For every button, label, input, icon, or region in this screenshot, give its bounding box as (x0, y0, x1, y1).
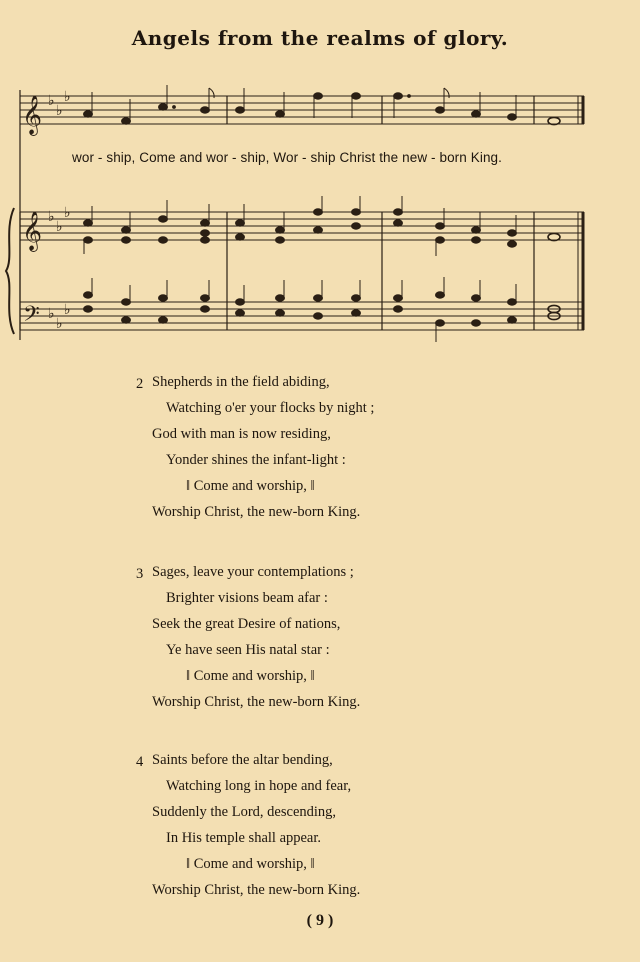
melody-staff (20, 96, 584, 124)
verse-line: ‖ Come and worship, ‖ (186, 856, 315, 872)
verse-number: 3 (136, 566, 144, 582)
svg-text:♭: ♭ (56, 219, 63, 235)
verse-line: Watching long in hope and fear, (166, 778, 352, 794)
verse-line: Seek the great Desire of nations, (152, 616, 341, 632)
treble-staff (20, 212, 584, 240)
svg-text:♭: ♭ (56, 103, 63, 119)
svg-text:♭: ♭ (64, 89, 71, 105)
bass-clef-icon: 𝄢 (23, 302, 40, 332)
svg-text:♭: ♭ (48, 306, 55, 322)
svg-text:♭: ♭ (56, 316, 63, 332)
verse-number: 4 (136, 754, 144, 770)
verse-line: In His temple shall appear. (166, 830, 322, 846)
verse-line: Shepherds in the field abiding, (152, 374, 330, 390)
hymn-title: Angels from the realms of glory. (131, 26, 509, 50)
page-number: ( 9 ) (306, 912, 334, 929)
svg-text:♭: ♭ (48, 93, 55, 109)
verse-line: Worship Christ, the new-born King. (152, 504, 361, 520)
verse-line: Watching o'er your flocks by night ; (166, 400, 375, 416)
verse-line: Suddenly the Lord, descending, (152, 804, 337, 820)
svg-text:♭: ♭ (64, 205, 71, 221)
verse-line: Brighter visions beam afar : (166, 590, 328, 606)
svg-text:♭: ♭ (48, 209, 55, 225)
verse-line: ‖ Come and worship, ‖ (186, 478, 315, 494)
music-score (0, 0, 640, 360)
treble-clef-icon: 𝄞 (22, 211, 43, 251)
verse-line: Worship Christ, the new-born King. (152, 882, 361, 898)
verse-line: ‖ Come and worship, ‖ (186, 668, 315, 684)
verse-number: 2 (136, 376, 144, 392)
verse-line: Worship Christ, the new-born King. (152, 694, 361, 710)
lyric-line: wor - ship, Come and wor - ship, Wor - ship Christ the new - born King. (72, 150, 503, 165)
verse-line: Yonder shines the infant-light : (166, 452, 346, 468)
verse-line: Ye have seen His natal star : (166, 642, 330, 658)
verse-line: God with man is now residing, (152, 426, 331, 442)
verse-line: Saints before the altar bending, (152, 752, 333, 768)
svg-text:♭: ♭ (64, 302, 71, 318)
treble-clef-icon: 𝄞 (22, 95, 43, 135)
bass-staff (20, 302, 584, 330)
verse-line: Sages, leave your contemplations ; (152, 564, 354, 580)
melody-notes (84, 85, 561, 125)
